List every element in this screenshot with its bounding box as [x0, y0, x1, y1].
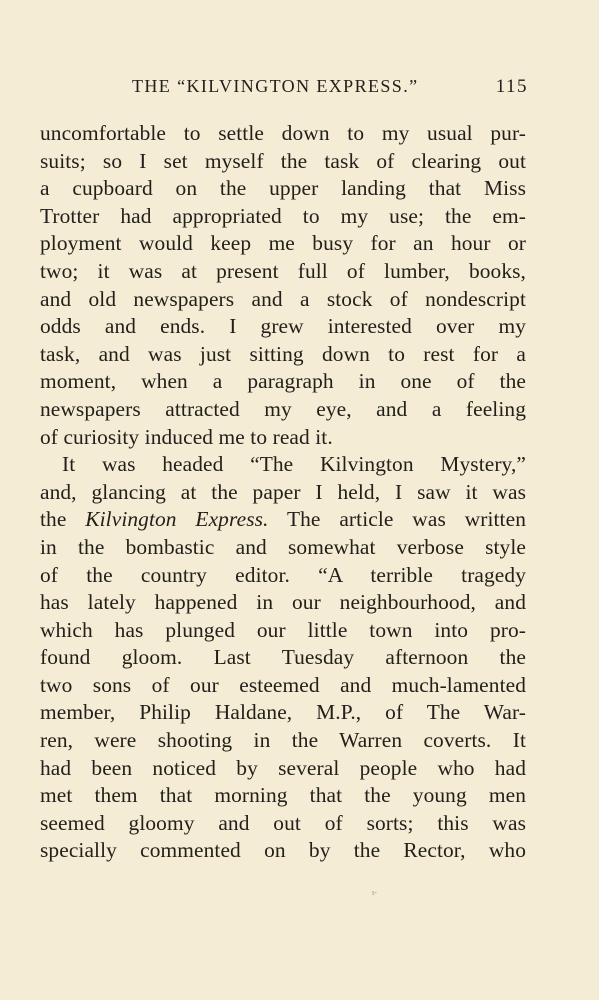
line-suffix: The article was written	[268, 507, 526, 532]
text-line: and old newspapers and a stock of nondescript	[40, 286, 526, 311]
text-line-with-title	[40, 506, 526, 534]
paragraph-end-line: of curiosity induced me to read it.	[40, 424, 333, 449]
line-prefix: the	[40, 507, 86, 532]
print-mark: ι-	[372, 888, 377, 897]
text-line: moment, when a paragraph in one of the	[40, 369, 526, 394]
text-line: in the bombastic and somewhat verbose style	[40, 534, 526, 559]
text-line: ren, were shooting in the Warren coverts. It	[40, 728, 526, 753]
page-number: 115	[495, 76, 528, 97]
text-line: met them that morning that the young men	[40, 783, 526, 808]
text-line: and, glancing at the paper I held, I saw it was	[40, 479, 526, 504]
running-head: THE “KILVINGTON EXPRESS.”	[132, 76, 419, 96]
text-line: seemed gloomy and out of sorts; this was	[40, 810, 526, 835]
text-line: uncomfortable to settle down to my usual pur-	[40, 121, 526, 145]
body-text	[40, 120, 526, 865]
text-line: specially commented on by the Rector, who	[40, 838, 526, 863]
text-line: found gloom. Last Tuesday afternoon the	[40, 645, 526, 670]
text-line: of the country editor. “A terrible tragedy	[40, 562, 526, 587]
page-header	[40, 76, 526, 102]
text-line: ployment would keep me busy for an hour or	[40, 231, 526, 256]
text-line: newspapers attracted my eye, and a feeling	[40, 396, 526, 421]
text-line: Trotter had appropriated to my use; the em-	[40, 203, 526, 228]
text-line: task, and was just sitting down to rest for a	[40, 341, 526, 366]
text-line: had been noticed by several people who had	[40, 755, 526, 780]
text-line: has lately happened in our neighbourhood, and	[40, 590, 526, 615]
text-line: which has plunged our little town into pro-	[40, 617, 526, 642]
newspaper-title: Kilvington Express.	[85, 507, 269, 532]
text-line: member, Philip Haldane, M.P., of The War-	[40, 700, 526, 725]
text-line: odds and ends. I grew interested over my	[40, 314, 526, 339]
text-line: suits; so I set myself the task of clearing out	[40, 148, 526, 173]
text-line: a cupboard on the upper landing that Miss	[40, 176, 526, 201]
text-line: two sons of our esteemed and much-lamented	[40, 672, 526, 697]
text-line: two; it was at present full of lumber, books,	[40, 258, 526, 283]
paragraph-start-line: It was headed “The Kilvington Mystery,”	[62, 452, 526, 477]
